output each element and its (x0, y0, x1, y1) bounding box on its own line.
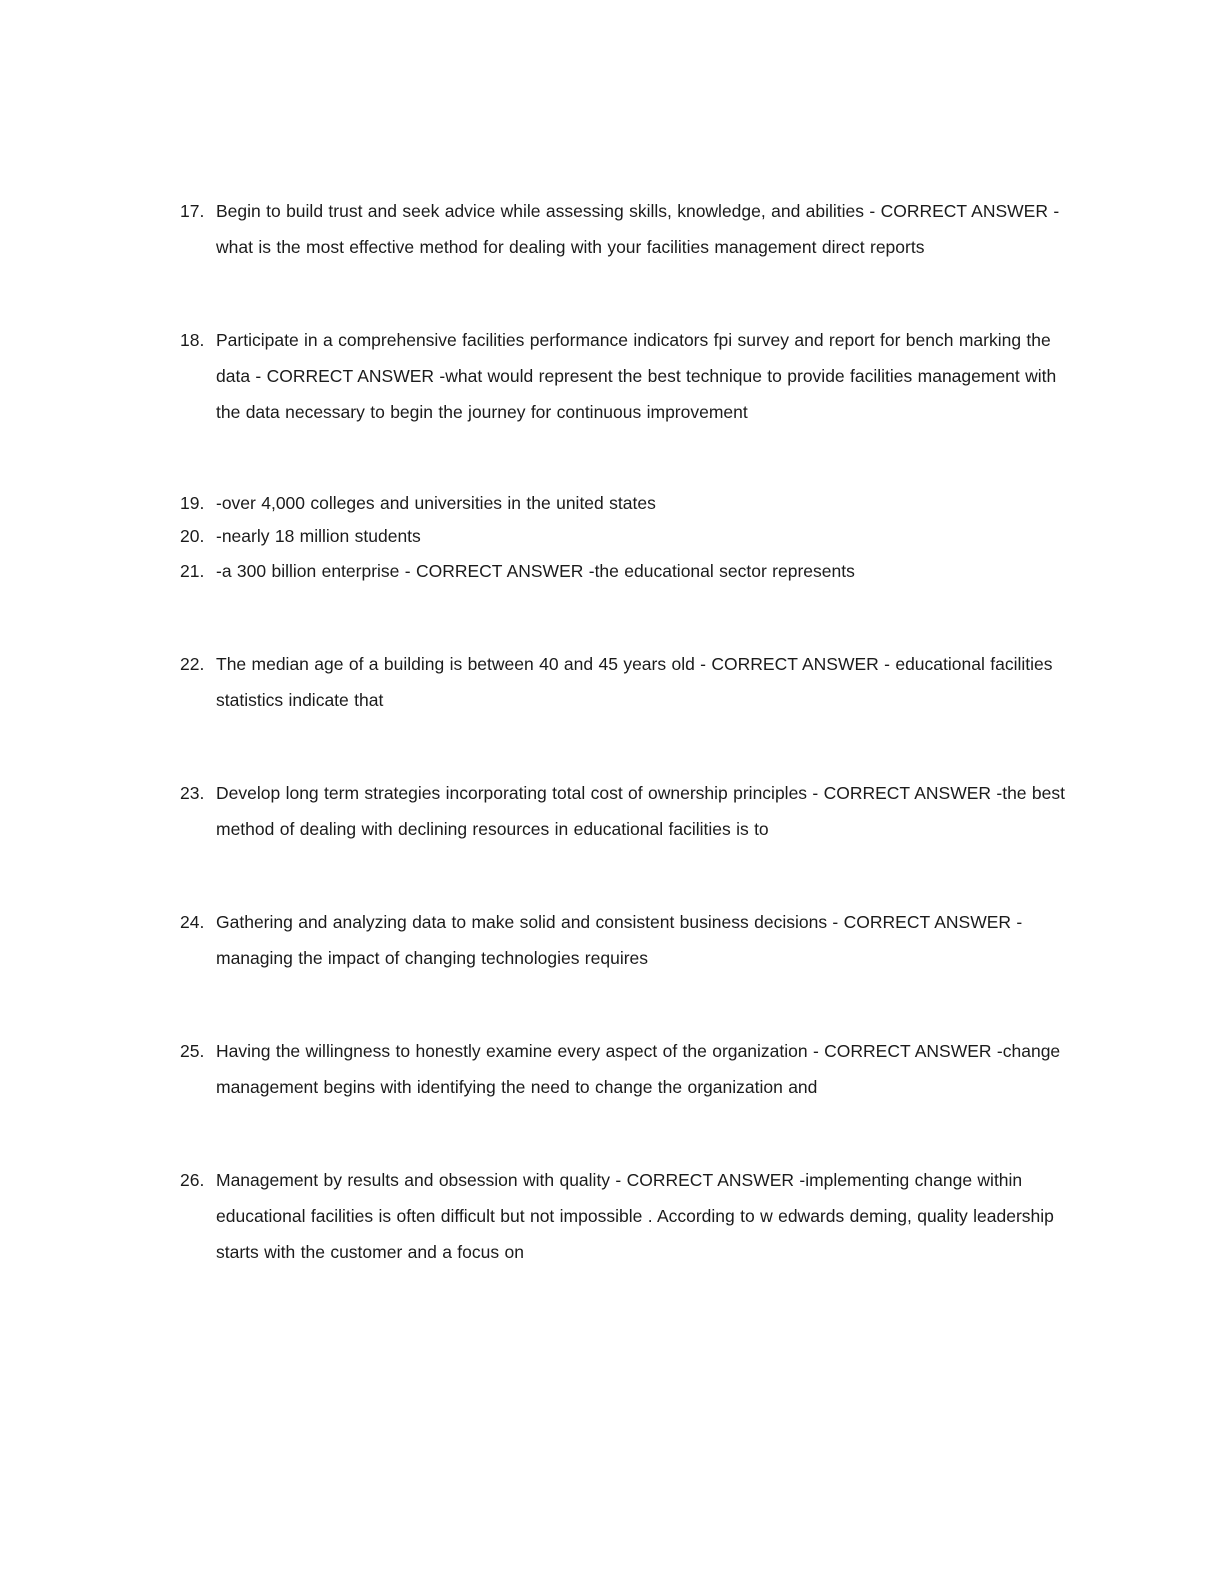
item-number: 20. (180, 526, 205, 546)
item-number: 21. (180, 561, 205, 581)
item-number: 19. (180, 493, 205, 513)
item-text: -nearly 18 million students (216, 526, 421, 546)
item-text: Participate in a comprehensive facilities performance indicators fpi survey and report for bench marking the data - CORRECT ANSWER -what would represent the best technique to provide facilities management with the data necessary to begin the journey for continuous improvement (216, 330, 1057, 422)
list-item-25 (180, 1033, 1074, 1105)
item-number: 17. (180, 201, 205, 221)
item-text: -a 300 billion enterprise - CORRECT ANSWER -the educational sector represents (216, 561, 855, 581)
list-item-26 (180, 1162, 1074, 1270)
list-item-23 (180, 775, 1074, 847)
list-item-20 (180, 520, 1074, 553)
list-item-19 (180, 487, 1074, 520)
item-number: 18. (180, 330, 205, 350)
list-item-22 (180, 646, 1074, 718)
item-text: Begin to build trust and seek advice while assessing skills, knowledge, and abilities - CORRECT ANSWER -what is the most effective method for dealing with your facilities management direct reports (216, 201, 1060, 257)
item-number: 26. (180, 1170, 205, 1190)
list-item-17 (180, 193, 1074, 265)
item-text: Having the willingness to honestly examine every aspect of the organization - CORRECT ANSWER -change management begins with identifying the need to change the organization and (216, 1041, 1061, 1097)
list-item-18 (180, 322, 1074, 430)
item-number: 24. (180, 912, 205, 932)
item-text: Develop long term strategies incorporating total cost of ownership principles - CORRECT ANSWER -the best method of dealing with declining resources in educational facilities is to (216, 783, 1065, 839)
list-item-24 (180, 904, 1074, 976)
item-number: 23. (180, 783, 205, 803)
item-number: 22. (180, 654, 205, 674)
item-text: Gathering and analyzing data to make solid and consistent business decisions - CORRECT ANSWER -managing the impact of changing technologies requires (216, 912, 1023, 968)
item-text: Management by results and obsession with quality - CORRECT ANSWER -implementing change within educational facilities is often difficult but not impossible . According to w edwards deming, quality leadership starts with the customer and a focus on (216, 1170, 1054, 1262)
list-item-21 (180, 553, 1074, 589)
item-number: 25. (180, 1041, 205, 1061)
item-text: The median age of a building is between 40 and 45 years old - CORRECT ANSWER - educational facilities statistics indicate that (216, 654, 1053, 710)
item-text: -over 4,000 colleges and universities in the united states (216, 493, 656, 513)
